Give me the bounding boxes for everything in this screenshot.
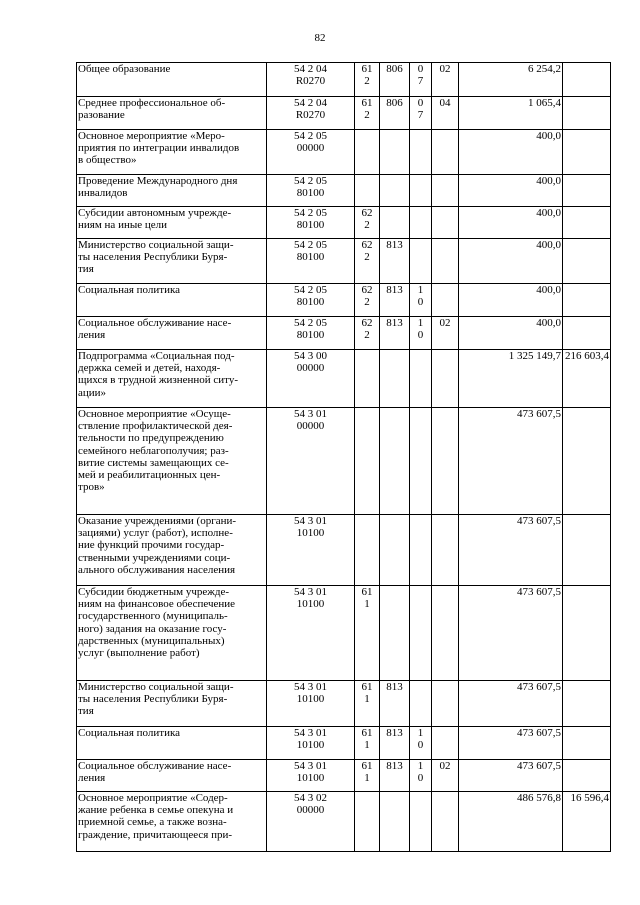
amount-federal-cell [563, 207, 611, 239]
expense-type-cell: 61 2 [355, 63, 380, 97]
program-code-cell: 54 2 04 R0270 [267, 63, 355, 97]
amount-federal-cell: 16 596,4 [563, 792, 611, 852]
amount-federal-cell [563, 586, 611, 681]
section-code-cell: 1 0 [410, 727, 432, 760]
section-code-cell [410, 408, 432, 515]
department-code-cell [380, 792, 410, 852]
department-code-cell [380, 130, 410, 175]
amount-total-cell: 473 607,5 [459, 760, 563, 792]
amount-federal-cell [563, 727, 611, 760]
section-code-cell: 0 7 [410, 63, 432, 97]
section-code-cell: 0 7 [410, 97, 432, 130]
table-row [77, 175, 611, 207]
row-name-cell: Среднее профессиональное об- разование [77, 97, 267, 130]
table-row [77, 63, 611, 97]
program-code-cell: 54 3 01 10100 [267, 681, 355, 727]
table-row [77, 681, 611, 727]
department-code-cell: 813 [380, 760, 410, 792]
program-code-cell: 54 3 01 00000 [267, 408, 355, 515]
section-code-cell: 1 0 [410, 284, 432, 317]
section-code-cell [410, 792, 432, 852]
section-code-cell [410, 130, 432, 175]
department-code-cell [380, 350, 410, 408]
subsection-code-cell [432, 586, 459, 681]
row-name-cell: Министерство социальной защи- ты населения Республики Буря- тия [77, 239, 267, 284]
subsection-code-cell [432, 130, 459, 175]
amount-total-cell: 1 065,4 [459, 97, 563, 130]
expense-type-cell [355, 350, 380, 408]
row-name-cell: Основное мероприятие «Осуще- ствление профилактической дея- тельности по предупреждению семейного неблагополучия; раз- витие системы замещающих се- мей и реабилитационных цен- тров» [77, 408, 267, 515]
amount-federal-cell [563, 681, 611, 727]
expense-type-cell [355, 792, 380, 852]
amount-federal-cell [563, 63, 611, 97]
row-name-cell: Социальное обслуживание насе- ления [77, 760, 267, 792]
amount-federal-cell [563, 239, 611, 284]
table-row [77, 408, 611, 515]
department-code-cell [380, 408, 410, 515]
row-name-cell: Общее образование [77, 63, 267, 97]
section-code-cell [410, 350, 432, 408]
amount-federal-cell [563, 284, 611, 317]
program-code-cell: 54 2 05 80100 [267, 175, 355, 207]
program-code-cell: 54 2 05 00000 [267, 130, 355, 175]
program-code-cell: 54 3 01 10100 [267, 586, 355, 681]
program-code-cell: 54 3 01 10100 [267, 727, 355, 760]
amount-total-cell: 473 607,5 [459, 727, 563, 760]
row-name-cell: Основное мероприятие «Меро- приятия по интеграции инвалидов в общество» [77, 130, 267, 175]
section-code-cell [410, 515, 432, 586]
table-row [77, 284, 611, 317]
subsection-code-cell: 02 [432, 760, 459, 792]
expense-type-cell: 62 2 [355, 317, 380, 350]
expense-type-cell: 61 1 [355, 727, 380, 760]
department-code-cell: 813 [380, 317, 410, 350]
subsection-code-cell [432, 681, 459, 727]
row-name-cell: Субсидии бюджетным учрежде- ниям на финансовое обеспечение государственного (муниципаль- ного) задания на оказание госу- дарственных (муниципальных) услуг (выполнение работ) [77, 586, 267, 681]
expense-type-cell: 61 2 [355, 97, 380, 130]
department-code-cell [380, 515, 410, 586]
row-name-cell: Социальное обслуживание насе- ления [77, 317, 267, 350]
amount-total-cell: 1 325 149,7 [459, 350, 563, 408]
subsection-code-cell [432, 515, 459, 586]
subsection-code-cell: 04 [432, 97, 459, 130]
department-code-cell: 806 [380, 97, 410, 130]
amount-total-cell: 473 607,5 [459, 681, 563, 727]
table-row [77, 350, 611, 408]
table-body [77, 63, 611, 852]
department-code-cell [380, 207, 410, 239]
section-code-cell: 1 0 [410, 760, 432, 792]
program-code-cell: 54 2 05 80100 [267, 239, 355, 284]
table-row [77, 317, 611, 350]
amount-total-cell: 400,0 [459, 207, 563, 239]
amount-federal-cell [563, 408, 611, 515]
subsection-code-cell [432, 408, 459, 515]
department-code-cell: 806 [380, 63, 410, 97]
table-row [77, 130, 611, 175]
program-code-cell: 54 3 00 00000 [267, 350, 355, 408]
table-row [77, 207, 611, 239]
amount-federal-cell [563, 317, 611, 350]
amount-total-cell: 400,0 [459, 175, 563, 207]
subsection-code-cell [432, 284, 459, 317]
subsection-code-cell [432, 792, 459, 852]
amount-federal-cell [563, 515, 611, 586]
program-code-cell: 54 3 02 00000 [267, 792, 355, 852]
program-code-cell: 54 3 01 10100 [267, 760, 355, 792]
row-name-cell: Социальная политика [77, 727, 267, 760]
expense-type-cell [355, 408, 380, 515]
page-number: 82 [314, 32, 326, 44]
section-code-cell [410, 207, 432, 239]
amount-total-cell: 400,0 [459, 130, 563, 175]
program-code-cell: 54 2 05 80100 [267, 284, 355, 317]
table-row [77, 586, 611, 681]
amount-federal-cell [563, 130, 611, 175]
table-row [77, 239, 611, 284]
expense-type-cell [355, 130, 380, 175]
section-code-cell [410, 586, 432, 681]
table-row [77, 792, 611, 852]
expense-type-cell [355, 175, 380, 207]
amount-federal-cell [563, 760, 611, 792]
section-code-cell [410, 681, 432, 727]
program-code-cell: 54 2 04 R0270 [267, 97, 355, 130]
section-code-cell: 1 0 [410, 317, 432, 350]
row-name-cell: Основное мероприятие «Содер- жание ребенка в семье опекуна и приемной семье, а также возна- граждение, причитающееся при- [77, 792, 267, 852]
row-name-cell: Оказание учреждениями (органи- зациями) услуг (работ), исполне- ние функций прочими государ- ственными учреждениями соци- ального обслуживания населения [77, 515, 267, 586]
row-name-cell: Проведение Международного дня инвалидов [77, 175, 267, 207]
program-code-cell: 54 3 01 10100 [267, 515, 355, 586]
row-name-cell: Подпрограмма «Социальная под- держка семей и детей, находя- щихся в трудной жизненной ситу- ации» [77, 350, 267, 408]
amount-total-cell: 6 254,2 [459, 63, 563, 97]
table-row [77, 727, 611, 760]
expense-type-cell: 61 1 [355, 586, 380, 681]
department-code-cell: 813 [380, 284, 410, 317]
expense-type-cell: 62 2 [355, 207, 380, 239]
department-code-cell: 813 [380, 681, 410, 727]
program-code-cell: 54 2 05 80100 [267, 207, 355, 239]
amount-total-cell: 473 607,5 [459, 408, 563, 515]
amount-federal-cell [563, 175, 611, 207]
amount-total-cell: 473 607,5 [459, 586, 563, 681]
amount-total-cell: 473 607,5 [459, 515, 563, 586]
amount-total-cell: 486 576,8 [459, 792, 563, 852]
department-code-cell [380, 586, 410, 681]
subsection-code-cell [432, 207, 459, 239]
department-code-cell [380, 175, 410, 207]
subsection-code-cell [432, 727, 459, 760]
table-row [77, 760, 611, 792]
amount-federal-cell [563, 97, 611, 130]
section-code-cell [410, 175, 432, 207]
department-code-cell: 813 [380, 727, 410, 760]
amount-total-cell: 400,0 [459, 239, 563, 284]
table-row [77, 515, 611, 586]
row-name-cell: Социальная политика [77, 284, 267, 317]
subsection-code-cell [432, 350, 459, 408]
department-code-cell: 813 [380, 239, 410, 284]
budget-table [76, 62, 611, 852]
row-name-cell: Субсидии автономным учрежде- ниям на иные цели [77, 207, 267, 239]
subsection-code-cell [432, 239, 459, 284]
subsection-code-cell: 02 [432, 63, 459, 97]
section-code-cell [410, 239, 432, 284]
expense-type-cell: 62 2 [355, 239, 380, 284]
table-row [77, 97, 611, 130]
amount-total-cell: 400,0 [459, 317, 563, 350]
subsection-code-cell [432, 175, 459, 207]
amount-federal-cell: 216 603,4 [563, 350, 611, 408]
expense-type-cell: 62 2 [355, 284, 380, 317]
expense-type-cell: 61 1 [355, 681, 380, 727]
program-code-cell: 54 2 05 80100 [267, 317, 355, 350]
expense-type-cell [355, 515, 380, 586]
amount-total-cell: 400,0 [459, 284, 563, 317]
row-name-cell: Министерство социальной защи- ты населения Республики Буря- тия [77, 681, 267, 727]
subsection-code-cell: 02 [432, 317, 459, 350]
expense-type-cell: 61 1 [355, 760, 380, 792]
